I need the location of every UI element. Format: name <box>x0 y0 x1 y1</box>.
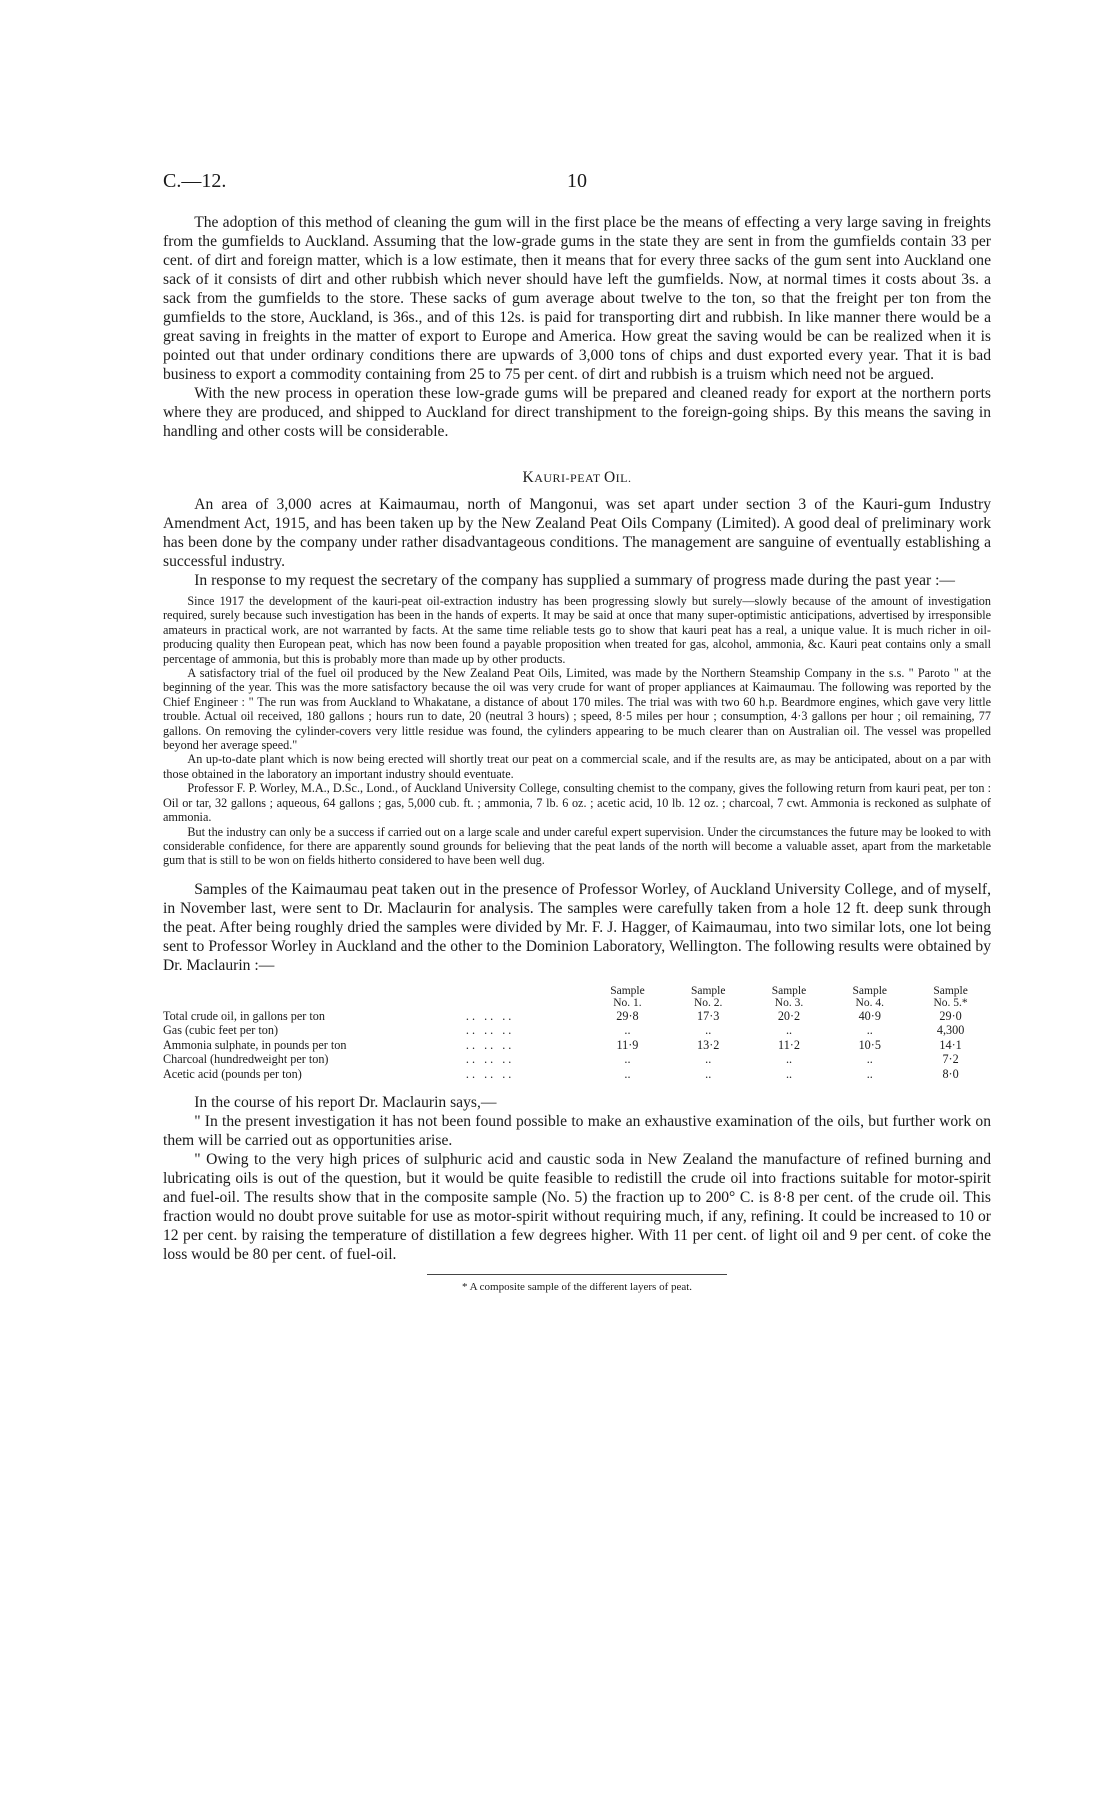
paragraph: " In the present investigation it has not been found possible to make an exhaustive examination of the oils, but further work on them will be carried out as opportunities arise. <box>163 1113 991 1150</box>
footnote-rule <box>427 1274 727 1275</box>
table-cell: .. <box>785 1066 793 1081</box>
table-cell: 14·1 <box>939 1037 962 1052</box>
quote-paragraph: An up-to-date plant which is now being erected will shortly treat our peat on a commercial scale, and if the results are, as may be anticipated, about on a par with those obtained in the laboratory an important industry should eventuate. <box>163 752 991 781</box>
quoted-summary <box>163 594 991 868</box>
table-cell: .. <box>624 1066 631 1081</box>
table-cell: 13·2 <box>697 1037 720 1052</box>
analysis-table <box>163 985 991 1082</box>
table-cell: .. <box>866 1052 873 1067</box>
leader-dots: .. .. .. <box>465 1052 515 1067</box>
quote-paragraph: Since 1917 the development of the kauri-peat oil-extraction industry has been progressing slowly but surely—slowly because of the amount of investigation required, surely because such investigation has been in the hands of experts. It may be said at once that many super-optimistic anticipations, advertised by irresponsible amateurs in practical work, are not warranted by facts. At the same time reliable tests go to show that kauri peat has a real, a unique value. It is much richer in oil-producing quality then European peat, which has now been found a payable proposition when treated for gas, alcohol, ammonia, &c. Kauri peat contains only a small percentage of ammonia, but this is probably more than made up by other products. <box>163 594 991 666</box>
table-header-blank <box>163 985 466 1009</box>
heading-initial: O <box>603 469 616 486</box>
row-label: Gas (cubic feet per ton) <box>163 1023 279 1038</box>
table-cell: 29·0 <box>939 1008 962 1023</box>
table-cell: .. <box>624 1023 631 1038</box>
column-header: Sample No. 4. <box>852 984 887 1009</box>
leader-dots: .. .. .. <box>465 1008 515 1023</box>
heading-initial: K <box>522 469 535 486</box>
table-cell: 4,300 <box>936 1023 965 1038</box>
table-row <box>163 1009 991 1024</box>
heading-small-caps: AURI-PEAT <box>534 471 604 485</box>
paragraph: With the new process in operation these low-grade gums will be prepared and cleaned ready for export at the northern ports where they are produced, and shipped to Auckland for direct transhipment to the foreign-going ships. By this means the saving in handling and other costs will be considerable. <box>163 385 991 440</box>
leader-dots: .. .. .. <box>465 1037 515 1052</box>
table-cell: 7·2 <box>942 1052 959 1067</box>
paragraph: In the course of his report Dr. Maclaurin says,— <box>194 1094 497 1112</box>
table-cell: .. <box>705 1066 712 1081</box>
table-cell: 17·3 <box>697 1008 720 1023</box>
table-cell: 11·9 <box>616 1037 639 1052</box>
table-cell: .. <box>866 1023 873 1038</box>
leader-dots: .. .. .. <box>465 1066 515 1081</box>
heading-small-caps: IL. <box>615 471 632 485</box>
paragraph: In response to my request the secretary of the company has supplied a summary of progress made during the past year :— <box>194 572 956 589</box>
table-cell: 40·9 <box>858 1008 881 1023</box>
paragraph: An area of 3,000 acres at Kaimaumau, north of Mangonui, was set apart under section 3 of the Kauri-gum Industry Amendment Act, 1915, and has been taken up by the New Zealand Peat Oils Company (Limited). A good deal of preliminary work has been done by the company under rather disadvantageous conditions. The management are sanguine of eventually establishing a successful industry. <box>163 496 991 570</box>
column-header: Sample No. 3. <box>771 984 807 1009</box>
table-header-blank <box>466 985 587 1009</box>
paragraph: " Owing to the very high prices of sulphuric acid and caustic soda in New Zealand the manufacture of refined burning and lubricating oils is out of the question, but it would be quite feasible to redistill the crude oil into fractions suitable for motor-spirit and fuel-oil. The results show that in the composite sample (No. 5) the fraction up to 200° C. is 8·8 per cent. of the crude oil. This fraction would no doubt prove suitable for use as motor-spirit without requiring much, if any, refining. It could be increased to 10 or 12 per cent. by raising the temperature of distillation a few degrees higher. With 11 per cent. of light oil and 9 per cent. of coke the loss would be 80 per cent. of fuel-oil. <box>163 1151 991 1264</box>
table-cell: 20·2 <box>777 1008 801 1023</box>
table-cell: 29·8 <box>616 1008 639 1023</box>
table-cell: .. <box>705 1023 712 1038</box>
footnote: * A composite sample of the different layers of peat. <box>461 1281 693 1294</box>
row-label: Acetic acid (pounds per ton) <box>163 1066 302 1081</box>
leader-dots: .. .. .. <box>465 1023 515 1038</box>
section-heading <box>163 469 991 487</box>
page-body <box>163 213 991 1293</box>
paragraph: Samples of the Kaimaumau peat taken out in the presence of Professor Worley, of Auckland University College, and of myself, in November last, were sent to Dr. Maclaurin for analysis. The samples were carefully taken from a hole 12 ft. deep sunk through the peat. After being roughly dried the samples were divided by Mr. F. J. Hagger, of Kaimaumau, into two similar lots, one lot being sent to Professor Worley in Auckland and the other to the Dominion Laboratory, Wellington. The following results were obtained by Dr. Maclaurin :— <box>163 880 991 974</box>
table-cell: 10·5 <box>858 1037 881 1052</box>
row-label: Total crude oil, in gallons per ton <box>163 1008 325 1023</box>
table-row <box>163 1052 991 1067</box>
table-cell: .. <box>785 1023 793 1038</box>
table-cell: .. <box>866 1066 873 1081</box>
table-header-row <box>163 985 991 1009</box>
table-cell: .. <box>785 1052 793 1067</box>
quote-paragraph: Professor F. P. Worley, M.A., D.Sc., Lond., of Auckland University College, consulting chemist to the company, gives the following return from kauri peat, per ton : Oil or tar, 32 gallons ; aqueous, 64 gallons ; gas, 5,000 cub. ft. ; ammonia, 7 lb. 6 oz. ; acetic acid, 10 lb. 12 oz. ; charcoal, 7 cwt. Ammonia is reckoned as sulphate of ammonia. <box>163 781 991 825</box>
table-row <box>163 1023 991 1038</box>
paragraph: The adoption of this method of cleaning the gum will in the first place be the means of effecting a very large saving in freights from the gumfields to Auckland. Assuming that the low-grade gums in the state they are sent in from the gumfields contain 33 per cent. of dirt and foreign matter, which is a low estimate, then it means that for every three sacks of the gum sent into Auckland one sack of it consists of dirt and other rubbish which never should have left the gumfields. Now, at normal times it costs about 3s. a sack from the gumfields to the store. These sacks of gum average about twelve to the ton, so that the freight per ton from the gumfields to the store, Auckland, is 36s., and of this 12s. is paid for transporting dirt and rubbish. In like manner there would be a great saving in freights in the matter of export to Europe and America. How great the saving would be can be realized when it is pointed out that under ordinary conditions there are upwards of 3,000 tons of chips and dust exported every year. That it is bad business to export a commodity containing from 25 to 75 per cent. of dirt and rubbish is a truism which need not be argued. <box>163 214 991 383</box>
row-label: Charcoal (hundredweight per ton) <box>163 1052 329 1067</box>
page-header <box>163 170 991 196</box>
row-label: Ammonia sulphate, in pounds per ton <box>163 1037 347 1052</box>
column-header: Sample No. 1. <box>610 984 645 1009</box>
table-row <box>163 1038 991 1053</box>
table-row <box>163 1067 991 1082</box>
table-cell: 8·0 <box>942 1066 959 1081</box>
quote-paragraph: A satisfactory trial of the fuel oil produced by the New Zealand Peat Oils, Limited, was made by the Northern Steamship Company in the s.s. " Paroto " at the beginning of the year. This was the more satisfactory because the oil was very crude for want of proper appliances at Kaimaumau. The following was reported by the Chief Engineer : " The run was from Auckland to Whakatane, a distance of about 170 miles. The trial was with two 60 h.p. Beardmore engines, which gave very little trouble. Actual oil received, 180 gallons ; hours run to date, 20 (neutral 3 hours) ; speed, 8·5 miles per hour ; consumption, 4·3 gallons per hour ; oil remaining, 77 gallons. On removing the cylinder-covers very little residue was found, the cylinders appearing to be much clearer than on Australian oil. The vessel was propelled beyond her average speed." <box>163 666 991 753</box>
quote-paragraph: But the industry can only be a success if carried out on a large scale and under careful expert supervision. Under the circumstances the future may be looked to with considerable confidence, for there are apparently sound grounds for believing that the peat lands of the north will become a valuable asset, apart from the marketable gum that is still to be won on fields hitherto considered to have been well dug. <box>163 824 991 868</box>
table-cell: .. <box>624 1052 631 1067</box>
table-cell: 11·2 <box>778 1037 800 1052</box>
column-header: Sample No. 5.* <box>933 984 968 1009</box>
page-number: 10 <box>567 170 587 192</box>
document-reference: C.—12. <box>163 170 227 192</box>
column-header: Sample No. 2. <box>690 984 726 1009</box>
table-cell: .. <box>705 1052 712 1067</box>
